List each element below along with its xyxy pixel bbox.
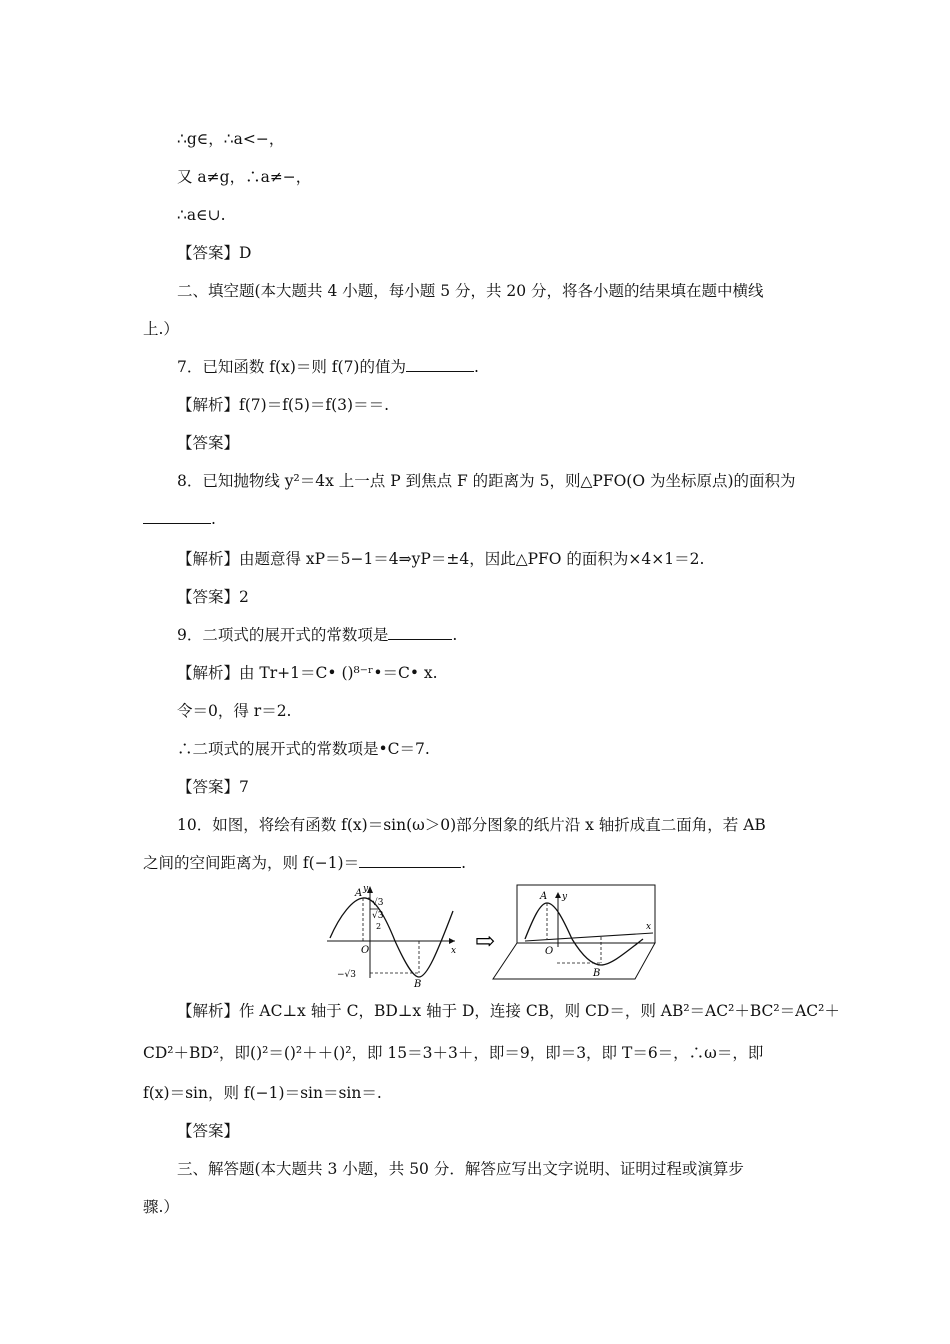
section-heading: 三、解答题(本大题共 3 小题，共 50 分．解答应写出文字说明、证明过程或演算步 <box>177 1160 744 1178</box>
answer-blank <box>359 853 461 868</box>
solution-line: 【解析】由 Tr+1＝C• ()⁸⁻ʳ•＝C• x. <box>177 664 438 682</box>
solution-line: 【解析】f(7)＝f(5)＝f(3)＝＝. <box>177 396 390 414</box>
text-line: ∴a∈∪. <box>177 206 226 224</box>
answer-blank <box>143 509 211 524</box>
point-a-label: A <box>355 888 363 899</box>
text-line: 令＝0，得 r＝2. <box>177 702 292 720</box>
period: . <box>473 358 479 376</box>
tick-label: √3 <box>372 898 384 908</box>
text-line: 又 a≠g，∴a≠−， <box>177 168 312 186</box>
origin-label: O <box>545 946 554 957</box>
text-line: ∴二项式的展开式的常数项是•C＝7. <box>177 740 430 758</box>
origin-label: O <box>361 945 370 956</box>
answer-label: 【答案】 <box>177 1122 240 1140</box>
tick-label: 2 <box>376 922 382 931</box>
question-10: 10．如图，将绘有函数 f(x)＝sin(ω＞0)部分图象的纸片沿 x 轴折成直二面角，若 AB <box>177 816 766 834</box>
period: . <box>461 854 467 872</box>
arrow-icon: ⇨ <box>475 927 496 955</box>
period: . <box>211 510 216 528</box>
question-8-cont <box>143 508 810 530</box>
question-text: 7．已知函数 f(x)＝则 f(7)的值为 <box>177 358 406 376</box>
question-text: 之间的空间距离为，则 f(−1)＝ <box>143 854 360 872</box>
x-axis-label: x <box>646 922 652 932</box>
section-heading-cont: 骤.） <box>143 1198 179 1216</box>
point-a-label: A <box>540 891 548 902</box>
answer-label: 【答案】 <box>177 434 240 452</box>
solution-line-cont: f(x)＝sin，则 f(−1)＝sin＝sin＝. <box>143 1084 382 1102</box>
solution-line: 【解析】由题意得 xP＝5−1＝4⇒yP＝±4，因此△PFO 的面积为×4×1＝2. <box>177 550 705 568</box>
x-axis-label: x <box>451 946 457 956</box>
y-axis-label: y <box>363 884 369 894</box>
solution-line: 【解析】作 AC⊥x 轴于 C，BD⊥x 轴于 D，连接 CB，则 CD＝，则 AB²＝AC²＋BC²＝AC²＋ <box>177 1002 840 1020</box>
y-axis-label: y <box>562 892 568 902</box>
question-7 <box>177 356 810 378</box>
section-heading-cont: 上.） <box>143 320 179 338</box>
tick-label: −√3 <box>337 970 357 980</box>
point-b-label: B <box>414 979 422 990</box>
sine-graph <box>327 884 456 990</box>
answer-label: 【答案】D <box>177 244 252 262</box>
text-line: ∴g∈，∴a<−， <box>177 130 285 148</box>
answer-blank <box>406 357 474 372</box>
question-10-cont <box>143 852 810 874</box>
fold-figure <box>325 883 660 990</box>
answer-blank <box>388 625 452 640</box>
answer-label: 【答案】2 <box>177 588 249 606</box>
question-9 <box>177 624 810 646</box>
period: . <box>452 626 458 644</box>
question-8: 8．已知抛物线 y²＝4x 上一点 P 到焦点 F 的距离为 5，则△PFO(O 为坐标原点)的面积为 <box>177 472 796 490</box>
point-b-label: B <box>593 968 601 979</box>
answer-label: 【答案】7 <box>177 778 249 796</box>
solution-line-cont: CD²＋BD²，即()²＝()²＋＋()²，即 15＝3＋3＋，即＝9，即＝3，即 T＝6＝，∴ω＝，即 <box>143 1044 764 1062</box>
folded-graph <box>493 885 655 979</box>
question-text: 9．二项式的展开式的常数项是 <box>177 626 389 644</box>
section-heading: 二、填空题(本大题共 4 小题，每小题 5 分，共 20 分，将各小题的结果填在题中横线 <box>177 282 764 300</box>
tick-label: √3 <box>372 911 384 921</box>
